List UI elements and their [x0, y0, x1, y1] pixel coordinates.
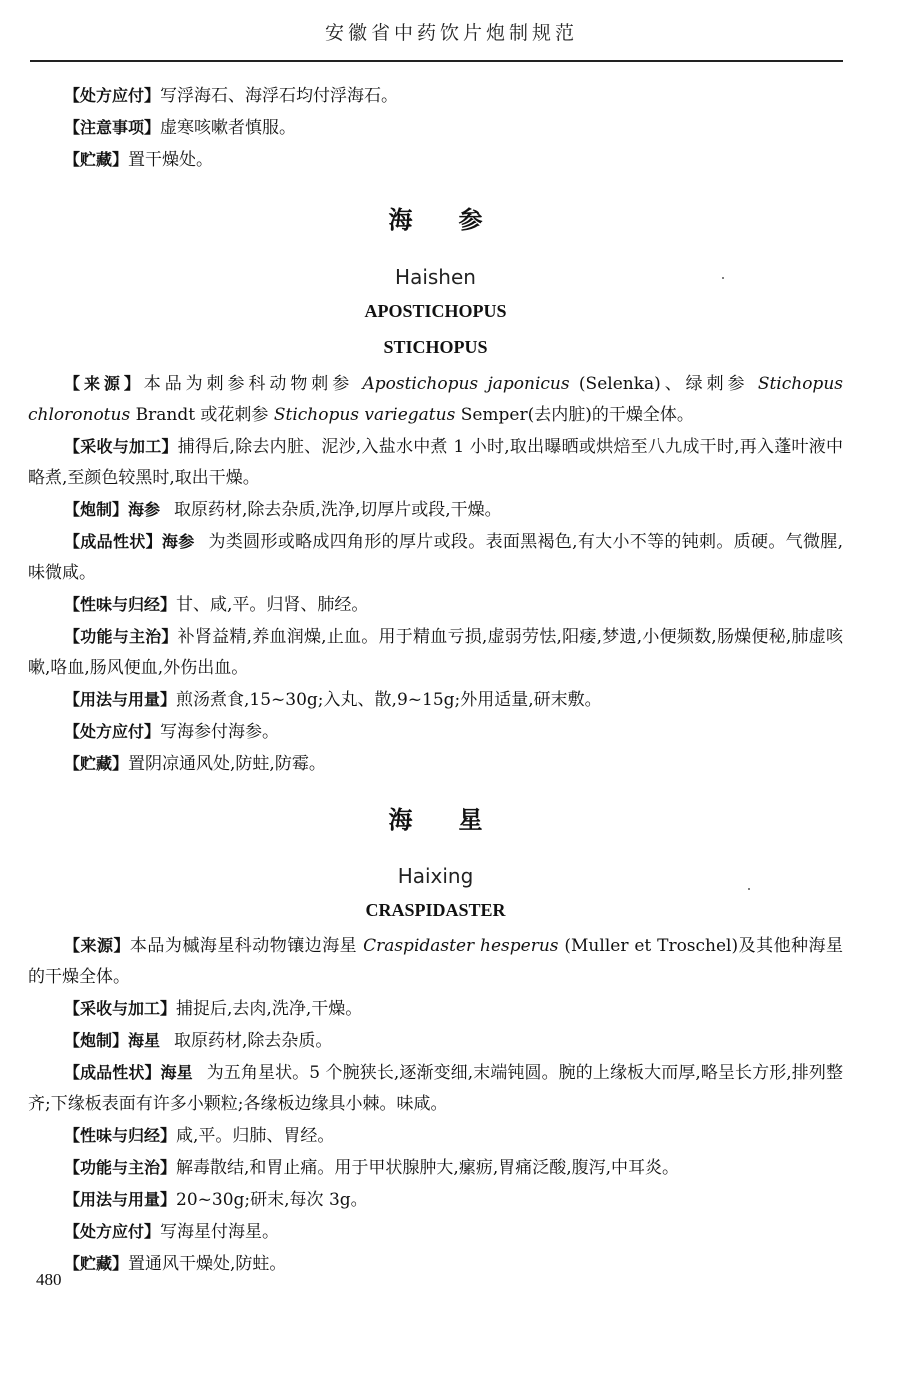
- top-storage: 【贮藏】置干燥处。: [64, 150, 214, 170]
- haixing-pinyin: Haixing: [397, 864, 474, 888]
- haixing-title: 海星: [388, 806, 529, 834]
- haishen-latin2-block: [28, 337, 843, 358]
- haishen-nature: 【性味与归经】甘、咸,平。归肾、肺经。: [64, 595, 369, 615]
- haishen-source: 【来源】本品为刺参科动物刺参 Apostichopus japonicus (Selenka)、绿刺参 Stichopus chloronotus Brandt 或花刺参 Stichopus variegatus Semper(去内脏)的干燥全体。: [28, 374, 843, 425]
- haishen-latin2: STICHOPUS: [383, 337, 488, 357]
- haishen-title: 海参: [388, 206, 529, 234]
- haishen-latin-block: [28, 301, 843, 322]
- haishen-pinyin-block: [28, 265, 843, 289]
- haixing-source: 【来源】本品为槭海星科动物镶边海星 Craspidaster hesperus (Muller et Troschel)及其他种海星的干燥全体。: [28, 936, 844, 987]
- haishen-body: [28, 368, 843, 780]
- running-header: 安徽省中药饮片炮制规范: [324, 22, 578, 44]
- haixing-prescription: 【处方应付】写海星付海星。: [64, 1222, 280, 1242]
- haixing-latin1: CRASPIDASTER: [365, 900, 506, 920]
- haishen-product: 【成品性状】海参 为类圆形或略成四角形的厚片或段。表面黑褐色,有大小不等的钝刺。质硬。气微腥,味微咸。: [28, 532, 843, 583]
- haixing-harvest: 【采收与加工】捕捉后,去肉,洗净,干燥。: [64, 999, 363, 1019]
- haixing-nature: 【性味与归经】咸,平。归肺、胃经。: [64, 1126, 335, 1146]
- haixing-storage: 【贮藏】置通风干燥处,防蛀。: [64, 1254, 287, 1274]
- haishen-function: 【功能与主治】补肾益精,养血润燥,止血。用于精血亏损,虚弱劳怯,阳痿,梦遗,小便频数,肠燥便秘,肺虚咳嗽,咯血,肠风便血,外伤出血。: [28, 627, 843, 678]
- haishen-storage: 【贮藏】置阴凉通风处,防蛀,防霉。: [64, 754, 326, 774]
- haixing-process: 【炮制】海星 取原药材,除去杂质。: [64, 1031, 333, 1051]
- haishen-usage: 【用法与用量】煎汤煮食,15~30g;入丸、散,9~15g;外用适量,研末敷。: [64, 690, 602, 710]
- scan-speck: [722, 277, 724, 279]
- haishen-process: 【炮制】海参 取原药材,除去杂质,洗净,切厚片或段,干燥。: [64, 500, 502, 520]
- scan-speck: [748, 888, 750, 890]
- haixing-function: 【功能与主治】解毒散结,和胃止痛。用于甲状腺肿大,瘰疬,胃痛泛酸,腹泻,中耳炎。: [64, 1158, 680, 1178]
- page-number: 480: [36, 1270, 62, 1289]
- header-rule: [30, 60, 843, 62]
- haishen-heading: [28, 200, 843, 235]
- top-prescription: 【处方应付】写浮海石、海浮石均付浮海石。: [64, 86, 399, 106]
- haixing-latin-block: [28, 900, 843, 921]
- haishen-latin1: APOSTICHOPUS: [364, 301, 507, 321]
- top-section: [28, 80, 843, 176]
- haishen-prescription: 【处方应付】写海参付海参。: [64, 722, 280, 742]
- haixing-body: [28, 930, 843, 1280]
- haixing-product: 【成品性状】海星 为五角星状。5 个腕狭长,逐渐变细,末端钝圆。腕的上缘板大而厚,略呈长方形,排列整齐;下缘板表面有许多小颗粒;各缘板边缘具小棘。味咸。: [28, 1063, 843, 1114]
- haixing-pinyin-block: [28, 864, 843, 888]
- haixing-heading: [28, 800, 843, 835]
- haishen-pinyin: Haishen: [395, 265, 476, 289]
- haixing-usage: 【用法与用量】20~30g;研末,每次 3g。: [64, 1190, 368, 1210]
- top-caution: 【注意事项】虚寒咳嗽者慎服。: [64, 118, 297, 138]
- haishen-harvest: 【采收与加工】捕得后,除去内脏、泥沙,入盐水中煮 1 小时,取出曝晒或烘焙至八九成干时,再入蓬叶液中略煮,至颜色较黑时,取出干燥。: [28, 437, 843, 488]
